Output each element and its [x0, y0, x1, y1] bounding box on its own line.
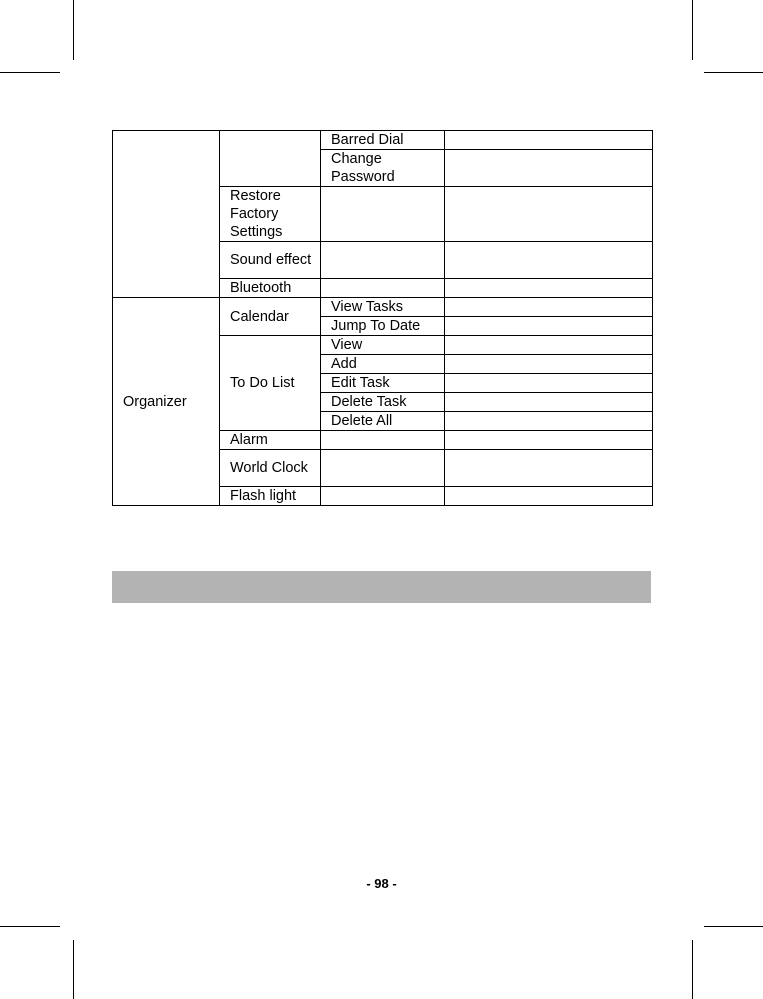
- todo-delete-task-cell: Delete Task: [321, 393, 445, 412]
- alarm-cell: Alarm: [220, 431, 321, 450]
- empty-cell: [321, 450, 445, 487]
- crop-mark: [704, 926, 763, 927]
- empty-cell: [445, 187, 653, 242]
- todo-list-cell: To Do List: [220, 336, 321, 431]
- crop-mark: [0, 926, 60, 927]
- calendar-cell: Calendar: [220, 298, 321, 336]
- crop-mark: [692, 0, 693, 60]
- empty-cell: [445, 412, 653, 431]
- empty-cell: [321, 431, 445, 450]
- todo-delete-all-cell: Delete All: [321, 412, 445, 431]
- empty-cell: [445, 131, 653, 150]
- todo-add-cell: Add: [321, 355, 445, 374]
- barred-dial-cell: Barred Dial: [321, 131, 445, 150]
- empty-cell: [321, 487, 445, 506]
- todo-edit-task-cell: Edit Task: [321, 374, 445, 393]
- restore-factory-settings-cell: Restore Factory Settings: [220, 187, 321, 242]
- empty-cell: [321, 242, 445, 279]
- empty-cell: [445, 355, 653, 374]
- menu-structure-table: [112, 130, 653, 506]
- empty-cell: [321, 279, 445, 298]
- page-number: - 98 -: [366, 876, 397, 891]
- empty-cell: [445, 374, 653, 393]
- empty-cell: [445, 150, 653, 187]
- empty-cell: [445, 242, 653, 279]
- table-row: [113, 298, 653, 317]
- empty-cell: [445, 450, 653, 487]
- empty-cell: [445, 487, 653, 506]
- world-clock-cell: World Clock: [220, 450, 321, 487]
- crop-mark: [0, 72, 60, 73]
- empty-cell: [321, 187, 445, 242]
- section-header-bar: [112, 571, 651, 603]
- crop-mark: [73, 0, 74, 60]
- empty-cell: [445, 393, 653, 412]
- security-cell: [220, 131, 321, 187]
- change-password-cell: Change Password: [321, 150, 445, 187]
- empty-cell: [445, 431, 653, 450]
- sound-effect-cell: Sound effect: [220, 242, 321, 279]
- todo-view-cell: View: [321, 336, 445, 355]
- jump-to-date-cell: Jump To Date: [321, 317, 445, 336]
- table-row: [113, 131, 653, 150]
- bluetooth-cell: Bluetooth: [220, 279, 321, 298]
- organizer-cell: Organizer: [113, 298, 220, 506]
- section-cell: [113, 131, 220, 298]
- empty-cell: [445, 298, 653, 317]
- empty-cell: [445, 317, 653, 336]
- empty-cell: [445, 336, 653, 355]
- crop-mark: [704, 72, 763, 73]
- empty-cell: [445, 279, 653, 298]
- crop-mark: [73, 940, 74, 999]
- crop-mark: [692, 940, 693, 999]
- view-tasks-cell: View Tasks: [321, 298, 445, 317]
- flash-light-cell: Flash light: [220, 487, 321, 506]
